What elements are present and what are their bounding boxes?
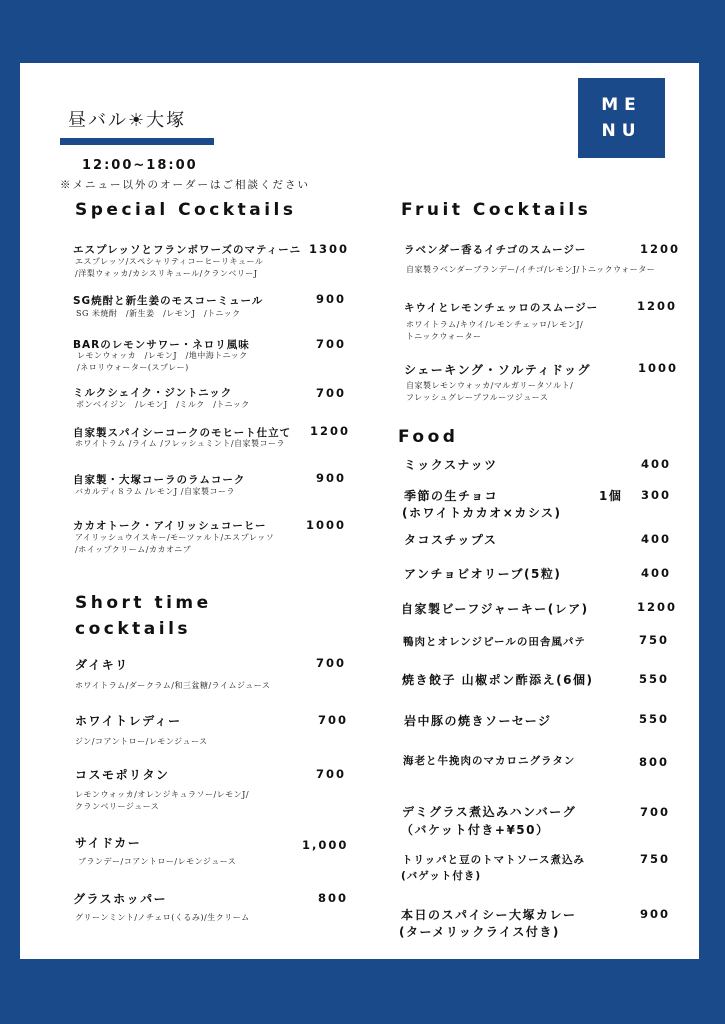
item-desc: クランベリージュース [75,802,160,811]
order-note: ※メニュー以外のオーダーはご相談ください [60,179,310,191]
item-name: ミックスナッツ [404,458,498,472]
item-name: 自家製スパイシーコークのモヒート仕立て [73,427,292,439]
item-name: ミルクシェイク・ジントニック [73,387,233,399]
section-title-short-1: Short time [75,593,212,613]
item-price: 1200 [640,242,681,256]
item-name: 岩中豚の焼きソーセージ [404,714,552,728]
item-price: 700 [318,713,349,727]
section-title-special: Special Cocktails [75,200,297,220]
item-qty: 1個 [599,489,623,503]
item-price: 700 [316,386,347,400]
item-desc: エスプレッソ/スペシャリティコーヒーリキュール [75,257,264,266]
item-name: アンチョビオリーブ(5粒) [404,567,562,581]
item-price: 700 [316,337,347,351]
item-name: カカオトーク・アイリッシュコーヒー [73,520,267,532]
item-name: トリッパと豆のトマトソース煮込み [402,854,586,866]
item-desc: /ホイップクリーム/カカオニブ [75,545,192,554]
item-name: 海老と牛挽肉のマカロニグラタン [403,755,576,767]
item-name-sub: (ホワイトカカオ×カシス) [402,506,562,520]
item-desc: ホワイトラム/キウイ/レモンチェッロ/レモンJ/ [406,320,584,329]
item-desc: /ネロリウォーター(スプレー) [77,363,189,372]
item-desc: フレッシュグレープフルーツジュース [406,393,549,402]
logo-underline [60,138,214,145]
item-desc: レモンウォッカ /レモンJ /地中海トニック [77,351,248,360]
item-price: 900 [640,907,671,921]
item-name: デミグラス煮込みハンバーグ [402,805,577,819]
item-name-sub: (バゲット付き) [401,870,482,882]
item-name-sub: （バケット付き+¥50） [401,823,550,837]
item-price: 1200 [637,600,678,614]
item-desc: ジン/コアントロー/レモンジュース [75,737,208,746]
menu-badge-line2: NU [601,121,642,141]
business-hours: 12:00~18:00 [82,158,198,173]
item-name: コスモポリタン [75,768,170,782]
item-name: 季節の生チョコ [404,489,499,503]
item-name: エスプレッソとフランボワーズのマティーニ [73,244,302,256]
item-price: 1,000 [302,838,349,852]
item-desc: トニックウォーター [406,332,482,341]
item-name: 焼き餃子 山椒ポン酢添え(6個) [402,673,594,687]
section-title-short-2: cocktails [75,619,192,639]
item-name: サイドカー [75,836,142,850]
menu-sheet [20,63,699,959]
item-desc: ブランデー/コアントロー/レモンジュース [78,857,237,866]
item-price: 800 [318,891,349,905]
item-name: グラスホッパー [73,892,168,906]
item-name: 自家製・大塚コーラのラムコーク [73,474,246,486]
menu-badge [578,78,665,158]
item-price: 800 [639,755,670,769]
item-price: 400 [641,457,672,471]
item-price: 1200 [637,299,678,313]
item-desc: 自家製レモンウォッカ/マルガリータソルト/ [406,381,574,390]
item-price: 750 [640,852,671,866]
item-price: 700 [640,805,671,819]
item-desc: SG 米焼酎 /新生姜 /レモンJ /トニック [76,309,241,318]
item-name: ラベンダー香るイチゴのスムージー [404,244,587,256]
item-price: 400 [641,532,672,546]
section-title-fruit: Fruit Cocktails [401,200,592,220]
item-price: 700 [316,656,347,670]
item-price: 300 [641,488,672,502]
item-price: 1000 [638,361,679,375]
item-name: 自家製ビーフジャーキー(レア) [401,602,589,616]
item-name: シェーキング・ソルティドッグ [404,363,591,377]
item-desc: アイリッシュウイスキー/モーツァルト/エスプレッソ [75,533,275,542]
item-name: 本日のスパイシー大塚カレー [401,908,577,922]
item-name-sub: (ターメリックライス付き) [399,925,560,939]
item-desc: ホワイトラム/ダークラム/和三盆糖/ライムジュース [75,681,271,690]
item-name: キウイとレモンチェッロのスムージー [404,302,599,314]
brand-logo: 昼バル☀大塚 [68,110,187,131]
item-desc: ボンベイジン /レモンJ /ミルク /トニック [76,400,250,409]
item-desc: グリーンミント/ノチェロ(くるみ)/生クリーム [75,913,250,922]
item-price: 700 [316,767,347,781]
section-title-food: Food [398,427,459,447]
item-price: 750 [639,633,670,647]
item-price: 550 [639,672,670,686]
item-desc: バカルディ８ラム /レモンJ /自家製コーラ [75,487,235,496]
item-price: 900 [316,292,347,306]
item-price: 550 [639,712,670,726]
item-price: 1300 [309,242,350,256]
item-name: タコスチップス [404,533,498,547]
item-name: ダイキリ [75,658,129,672]
item-name: 鴨肉とオレンジピールの田舎風パテ [403,636,586,648]
item-price: 1200 [310,424,351,438]
menu-badge-line1: ME [601,95,642,115]
item-desc: 自家製ラベンダーブランデー/イチゴ/レモンJ/トニックウォーター [406,265,656,274]
item-price: 900 [316,471,347,485]
item-desc: レモンウォッカ/オレンジキュラソー/レモンJ/ [75,790,250,799]
item-name: ホワイトレディー [75,714,182,728]
item-price: 400 [641,566,672,580]
item-name: SG焼酎と新生姜のモスコーミュール [73,295,264,307]
item-name: BARのレモンサワー・ネロリ風味 [73,339,250,351]
item-price: 1000 [306,518,347,532]
item-desc: /洋梨ウォッカ/カシスリキュール/クランベリーJ [75,269,258,278]
item-desc: ホワイトラム /ライム /フレッシュミント/自家製コーラ [75,439,286,448]
